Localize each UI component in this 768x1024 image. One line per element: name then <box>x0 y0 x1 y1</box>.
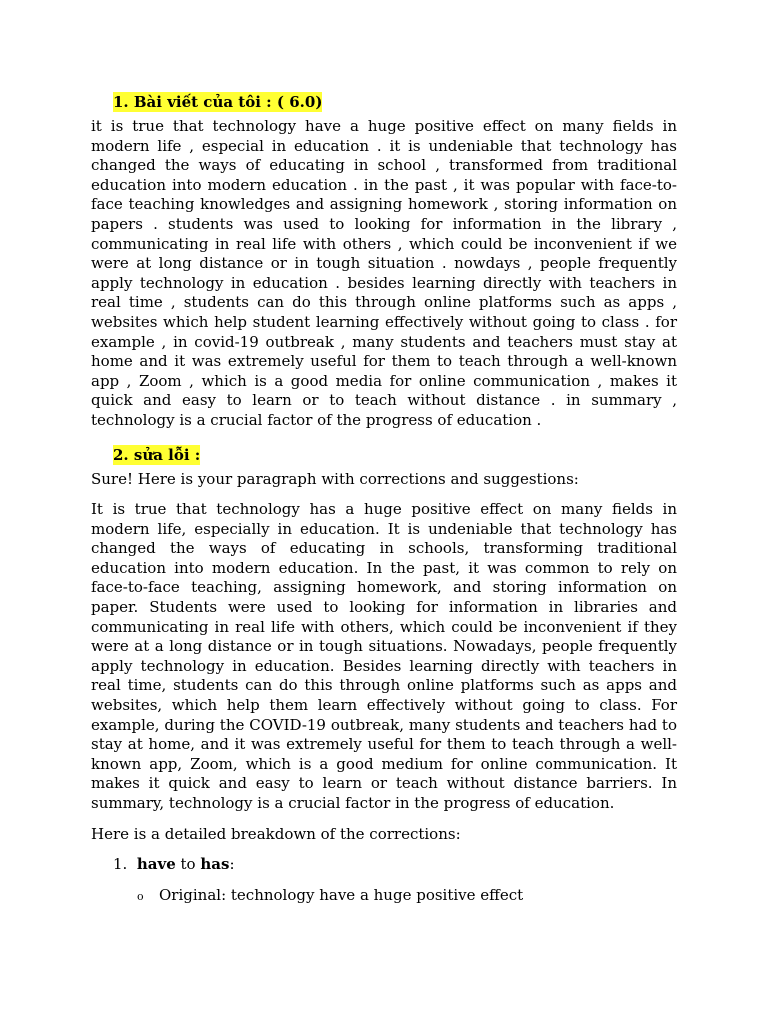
heading-highlight: 1. Bài viết của tôi : ( 6.0) <box>113 93 323 111</box>
breakdown-intro: Here is a detailed breakdown of the corrections: <box>91 824 461 843</box>
correction-number: 1. <box>113 855 128 874</box>
corrected-essay-paragraph: It is true that technology has a huge positive effect on many fields in modern life, especially in education. It is undeniable that technology has changed the ways of educating in schools, transforming traditional education into modern education. In the past, it was common to rely on face-to-face teaching, assigning homework, and storing information on paper. Students were used to looking for information in libraries and communicating in real life with others, which could be inconvenient if they were at a long distance or in tough situations. Nowadays, people frequently apply technology in education. Besides learning directly with teachers in real time, students can do this through online platforms such as apps and websites, which help them learn effectively without going to class. For example, during the COVID-19 outbreak, many students and teachers had to stay at home, and it was extremely useful for them to teach through a well-known app, Zoom, which is a good medium for online communication. It makes it quick and easy to learn or teach without distance barriers. In summary, technology is a crucial factor in the progress of education. <box>91 500 677 812</box>
correction-to: has <box>200 855 230 874</box>
original-essay-paragraph: it is true that technology have a huge positive effect on many fields in modern life , especial in education . it is undeniable that technology has changed the ways of educating in school , transformed from traditional education into modern education . in the past , it was popular with face-to-face teaching knowledges and assigning homework , storing information on papers . students was used to looking for information in the library , communicating in real life with others , which could be inconvenient if we were at long distance or in tough situation . nowdays , people frequently apply technology in education . besides learning directly with teachers in real time , students can do this through online platforms such as apps , websites which help student learning effectively without going to class . for example , in covid-19 outbreak , many students and teachers must stay at home and it was extremely useful for them to teach through a well-known app , Zoom , which is a good media for online communication , makes it quick and easy to learn or to teach without distance . in summary , technology is a crucial factor of the progress of education . <box>91 117 677 429</box>
corrections-intro: Sure! Here is your paragraph with corrections and suggestions: <box>91 469 579 488</box>
correction-suffix: : <box>229 855 235 874</box>
section-heading-corrections <box>113 441 677 470</box>
section-heading-my-essay <box>113 88 677 117</box>
document-page <box>91 88 677 905</box>
correction-item <box>113 855 677 875</box>
correction-original-text: Original: technology have a huge positive effect <box>159 885 524 904</box>
correction-detail <box>137 885 677 906</box>
correction-to-word: to <box>180 855 196 874</box>
heading-highlight: 2. sửa lỗi : <box>113 445 201 464</box>
hollow-bullet-icon: o <box>137 889 144 903</box>
correction-from: have <box>136 855 176 874</box>
